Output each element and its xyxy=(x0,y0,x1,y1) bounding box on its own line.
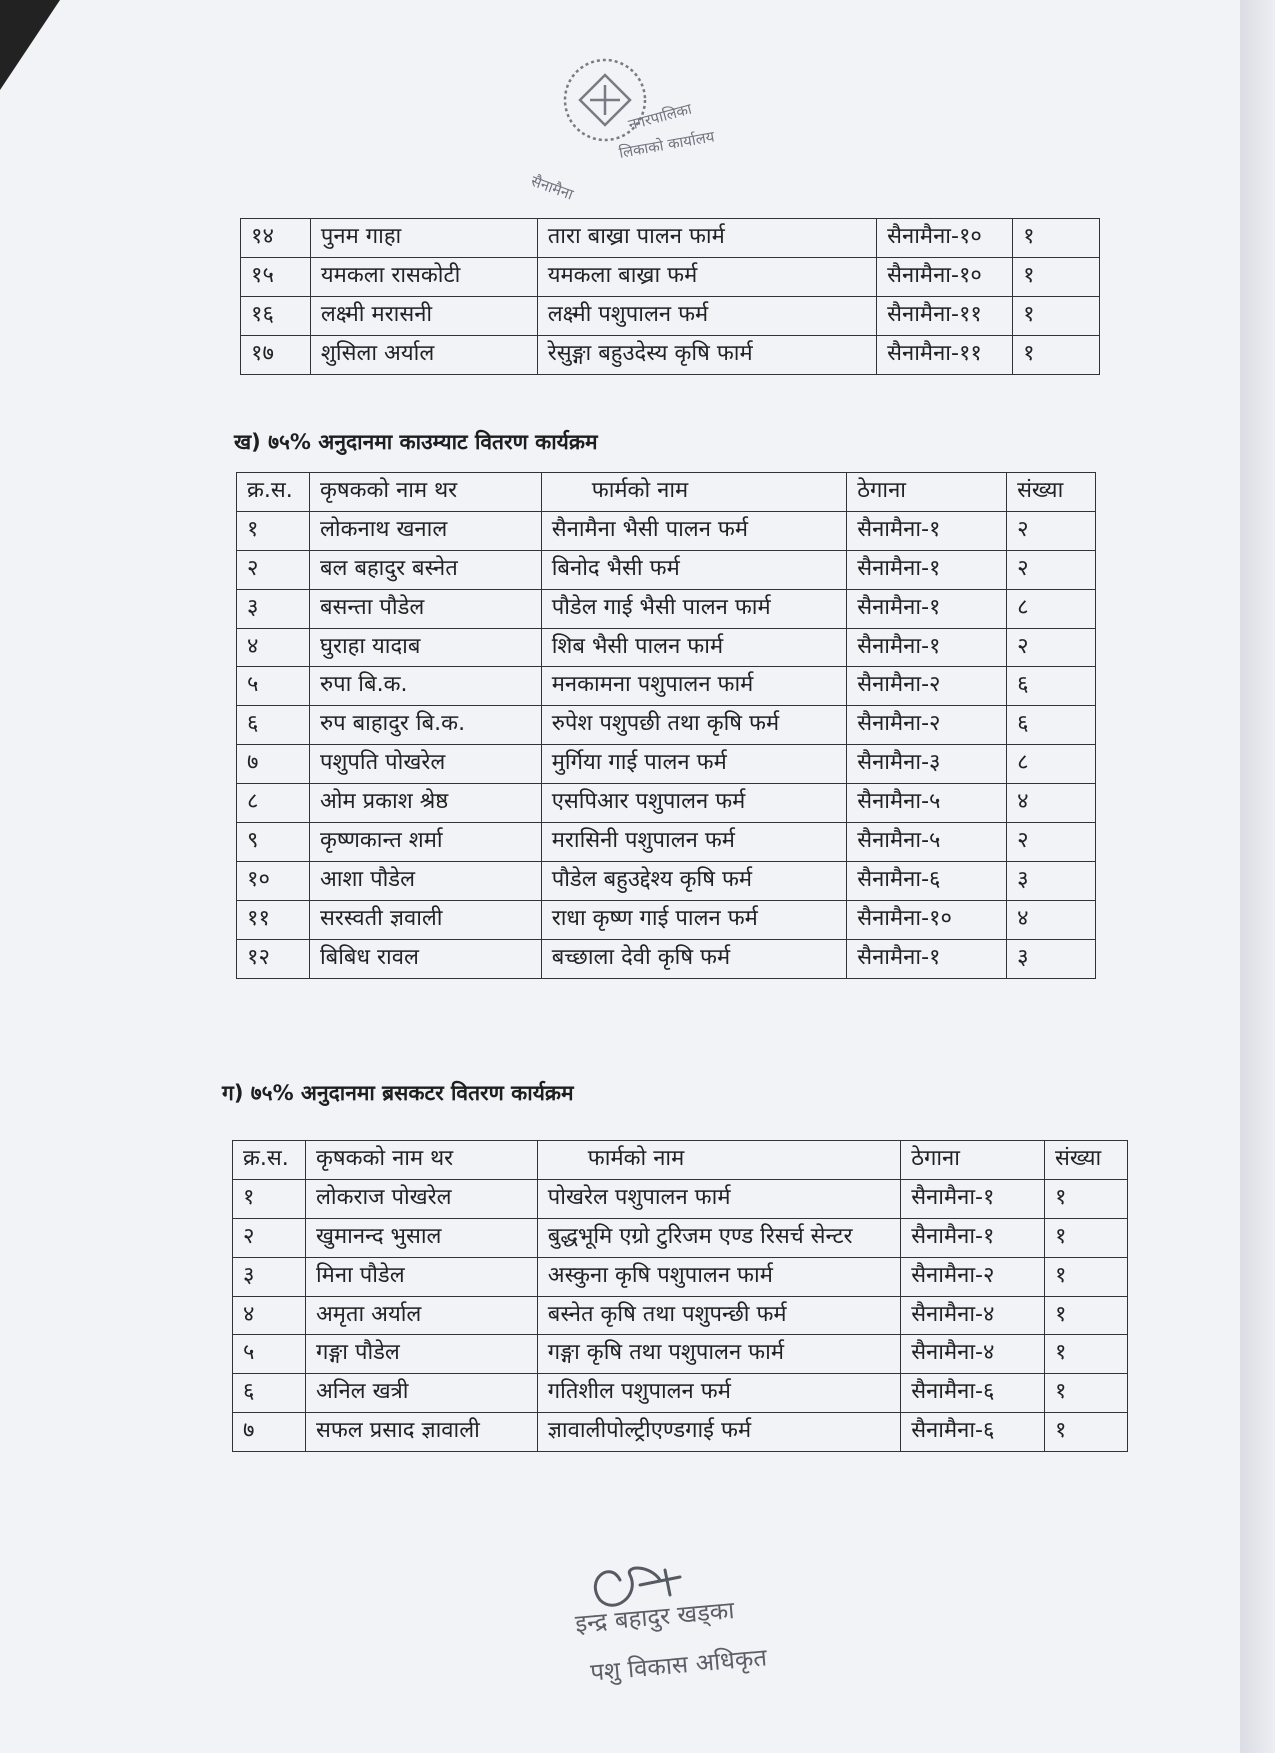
table-cell: ५ xyxy=(237,667,310,706)
column-header: फार्मको नाम xyxy=(541,473,846,512)
table-cell: १२ xyxy=(237,939,310,978)
table-cell: रुपेश पशुपछी तथा कृषि फर्म xyxy=(541,706,846,745)
table-cell: सैनामैना-१ xyxy=(847,589,1007,628)
table-cell: सैनामैना-६ xyxy=(901,1374,1045,1413)
table-cell: सैनामैना-५ xyxy=(847,823,1007,862)
table-cell: मरासिनी पशुपालन फर्म xyxy=(541,823,846,862)
table-cell: ३ xyxy=(233,1257,306,1296)
table-cell: सैनामैना-१० xyxy=(847,900,1007,939)
table-cell: १ xyxy=(1045,1413,1128,1452)
table-cell: घुराहा यादाब xyxy=(309,628,541,667)
table-row xyxy=(233,1335,1128,1374)
table-cell: ११ xyxy=(237,900,310,939)
table-cell: १ xyxy=(1045,1374,1128,1413)
table-cell: १ xyxy=(237,511,310,550)
table-cell: ३ xyxy=(1007,861,1096,900)
table-cell: बच्छाला देवी कृषि फर्म xyxy=(541,939,846,978)
table-cell: १५ xyxy=(241,257,311,296)
table-row xyxy=(237,706,1096,745)
table-row xyxy=(241,219,1100,258)
table-cell: बिनोद भैसी फर्म xyxy=(541,550,846,589)
table-row xyxy=(233,1413,1128,1452)
table-cell: २ xyxy=(237,550,310,589)
table-cell: शुसिला अर्याल xyxy=(310,335,537,374)
table-cell: ६ xyxy=(1007,706,1096,745)
column-header: संख्या xyxy=(1045,1141,1128,1180)
table-cell: पौडेल गाई भैसी पालन फार्म xyxy=(541,589,846,628)
table-cell: सैनामैना-१ xyxy=(847,511,1007,550)
table-cell: १ xyxy=(1013,257,1100,296)
table-row xyxy=(237,900,1096,939)
table-cell: १ xyxy=(1045,1257,1128,1296)
column-header: क्र.स. xyxy=(237,473,310,512)
table-cell: रुप बाहादुर बि.क. xyxy=(309,706,541,745)
table-cell: सैनामैना-२ xyxy=(847,667,1007,706)
table-row xyxy=(237,823,1096,862)
table-row xyxy=(237,511,1096,550)
table-cell: ओम प्रकाश श्रेष्ठ xyxy=(309,784,541,823)
table-c-brushcutter xyxy=(232,1140,1128,1452)
column-header: फार्मको नाम xyxy=(537,1141,900,1180)
table-cell: बिबिध रावल xyxy=(309,939,541,978)
table-cell: सैनामैना-४ xyxy=(901,1296,1045,1335)
table-cell: सैनामैना-२ xyxy=(847,706,1007,745)
table-cell: सैनामैना-६ xyxy=(901,1413,1045,1452)
table-cell: अमृता अर्याल xyxy=(305,1296,537,1335)
table-cell: रेसुङ्गा बहुउदेस्य कृषि फार्म xyxy=(537,335,876,374)
table-cell: पुनम गाहा xyxy=(310,219,537,258)
table-cell: २ xyxy=(1007,550,1096,589)
table-cell: शिब भैसी पालन फार्म xyxy=(541,628,846,667)
table-row xyxy=(237,784,1096,823)
table-cell: राधा कृष्ण गाई पालन फर्म xyxy=(541,900,846,939)
table-cell: बस्नेत कृषि तथा पशुपन्छी फर्म xyxy=(537,1296,900,1335)
table-b-cowmat xyxy=(236,472,1096,979)
table-cell: सैनामैना-११ xyxy=(877,296,1013,335)
table-cell: १ xyxy=(1045,1179,1128,1218)
table-cell: १ xyxy=(1045,1335,1128,1374)
table-cell: ४ xyxy=(1007,784,1096,823)
table-cell: १ xyxy=(1045,1218,1128,1257)
table-cell: सैनामैना-५ xyxy=(847,784,1007,823)
table-cell: लक्ष्मी पशुपालन फर्म xyxy=(537,296,876,335)
table-cell: गतिशील पशुपालन फर्म xyxy=(537,1374,900,1413)
table-row xyxy=(237,939,1096,978)
column-header: कृषकको नाम थर xyxy=(305,1141,537,1180)
column-header: ठेगाना xyxy=(901,1141,1045,1180)
table-cell: ९ xyxy=(237,823,310,862)
column-header: संख्या xyxy=(1007,473,1096,512)
table-row xyxy=(237,667,1096,706)
svg-text:नगरपालिका: नगरपालिका xyxy=(626,99,694,134)
table-cell: गङ्गा पौडेल xyxy=(305,1335,537,1374)
section-b-title: ख) ७५% अनुदानमा काउम्याट वितरण कार्यक्रम xyxy=(234,430,598,454)
table-cell: ४ xyxy=(1007,900,1096,939)
table-cell: ५ xyxy=(233,1335,306,1374)
table-cell: कृष्णकान्त शर्मा xyxy=(309,823,541,862)
svg-text:सैनामैना: सैनामैना xyxy=(528,171,576,204)
table-cell: सैनामैना-१ xyxy=(901,1218,1045,1257)
table-cell: ७ xyxy=(237,745,310,784)
table-cell: एसपिआर पशुपालन फर्म xyxy=(541,784,846,823)
signatory-title: पशु विकास अधिकृत xyxy=(589,1643,769,1687)
table-cell: ३ xyxy=(1007,939,1096,978)
table-cell: १ xyxy=(1013,296,1100,335)
table-cell: लोकनाथ खनाल xyxy=(309,511,541,550)
table-cell: २ xyxy=(233,1218,306,1257)
table-cell: पोखरेल पशुपालन फार्म xyxy=(537,1179,900,1218)
table-cell: ४ xyxy=(237,628,310,667)
table-row xyxy=(233,1257,1128,1296)
table-a-continued xyxy=(240,218,1100,375)
table-row xyxy=(241,257,1100,296)
table-cell: १४ xyxy=(241,219,311,258)
table-cell: ६ xyxy=(1007,667,1096,706)
table-cell: खुमानन्द भुसाल xyxy=(305,1218,537,1257)
table-cell: रुपा बि.क. xyxy=(309,667,541,706)
table-cell: सैनामैना-३ xyxy=(847,745,1007,784)
table-cell: २ xyxy=(1007,628,1096,667)
signatory-name: इन्द्र बहादुर खड्का xyxy=(574,1596,736,1638)
folded-corner xyxy=(0,0,60,90)
table-cell: ८ xyxy=(1007,745,1096,784)
table-cell: अस्कुना कृषि पशुपालन फार्म xyxy=(537,1257,900,1296)
table-cell: सैनामैना-४ xyxy=(901,1335,1045,1374)
table-cell: १७ xyxy=(241,335,311,374)
table-cell: ६ xyxy=(237,706,310,745)
table-cell: १ xyxy=(1045,1296,1128,1335)
table-cell: सैनामैना-२ xyxy=(901,1257,1045,1296)
table-cell: सैनामैना-१ xyxy=(847,628,1007,667)
table-cell: आशा पौडेल xyxy=(309,861,541,900)
table-cell: सफल प्रसाद ज्ञावाली xyxy=(305,1413,537,1452)
table-row xyxy=(233,1374,1128,1413)
table-row xyxy=(233,1179,1128,1218)
table-cell: सरस्वती ज्ञवाली xyxy=(309,900,541,939)
table-cell: मिना पौडेल xyxy=(305,1257,537,1296)
table-cell: ८ xyxy=(1007,589,1096,628)
table-row xyxy=(241,296,1100,335)
table-cell: बसन्ता पौडेल xyxy=(309,589,541,628)
table-cell: सैनामैना भैसी पालन फर्म xyxy=(541,511,846,550)
table-cell: यमकला बाख्रा फर्म xyxy=(537,257,876,296)
table-cell: तारा बाख्रा पालन फार्म xyxy=(537,219,876,258)
svg-text:लिकाको कार्यालय: लिकाको कार्यालय xyxy=(617,127,716,162)
table-cell: यमकला रासकोटी xyxy=(310,257,537,296)
table-cell: ८ xyxy=(237,784,310,823)
table-cell: बुद्धभूमि एग्रो टुरिजम एण्ड रिसर्च सेन्टर xyxy=(537,1218,900,1257)
table-cell: १० xyxy=(237,861,310,900)
table-cell: २ xyxy=(1007,823,1096,862)
table-cell: १ xyxy=(1013,219,1100,258)
table-row xyxy=(237,628,1096,667)
column-header: ठेगाना xyxy=(847,473,1007,512)
table-cell: मनकामना पशुपालन फार्म xyxy=(541,667,846,706)
table-cell: सैनामैना-१ xyxy=(847,939,1007,978)
table-row xyxy=(237,861,1096,900)
table-cell: ४ xyxy=(233,1296,306,1335)
table-cell: २ xyxy=(1007,511,1096,550)
table-cell: १ xyxy=(1013,335,1100,374)
table-cell: लक्ष्मी मरासनी xyxy=(310,296,537,335)
table-cell: ३ xyxy=(237,589,310,628)
table-row xyxy=(237,589,1096,628)
table-cell: पशुपति पोखरेल xyxy=(309,745,541,784)
table-row xyxy=(241,335,1100,374)
table-cell: लोकराज पोखरेल xyxy=(305,1179,537,1218)
table-cell: सैनामैना-१ xyxy=(901,1179,1045,1218)
table-cell: ६ xyxy=(233,1374,306,1413)
table-row xyxy=(233,1218,1128,1257)
office-seal-stamp xyxy=(520,30,740,230)
table-cell: सैनामैना-१ xyxy=(847,550,1007,589)
table-cell: पौडेल बहुउद्देश्य कृषि फर्म xyxy=(541,861,846,900)
table-cell: गङ्गा कृषि तथा पशुपालन फार्म xyxy=(537,1335,900,1374)
column-header: कृषकको नाम थर xyxy=(309,473,541,512)
table-cell: अनिल खत्री xyxy=(305,1374,537,1413)
table-cell: ७ xyxy=(233,1413,306,1452)
table-row xyxy=(237,550,1096,589)
table-cell: सैनामैना-६ xyxy=(847,861,1007,900)
column-header: क्र.स. xyxy=(233,1141,306,1180)
table-cell: मुर्गिया गाई पालन फर्म xyxy=(541,745,846,784)
table-cell: सैनामैना-१० xyxy=(877,257,1013,296)
table-cell: सैनामैना-११ xyxy=(877,335,1013,374)
page-edge-shadow xyxy=(1240,0,1275,1753)
section-c-title: ग) ७५% अनुदानमा ब्रसकटर वितरण कार्यक्रम xyxy=(222,1081,574,1105)
table-cell: १६ xyxy=(241,296,311,335)
table-cell: १ xyxy=(233,1179,306,1218)
table-row xyxy=(233,1296,1128,1335)
table-cell: ज्ञावालीपोल्ट्रीएण्डगाई फर्म xyxy=(537,1413,900,1452)
table-row xyxy=(237,745,1096,784)
table-cell: बल बहादुर बस्नेत xyxy=(309,550,541,589)
table-cell: सैनामैना-१० xyxy=(877,219,1013,258)
